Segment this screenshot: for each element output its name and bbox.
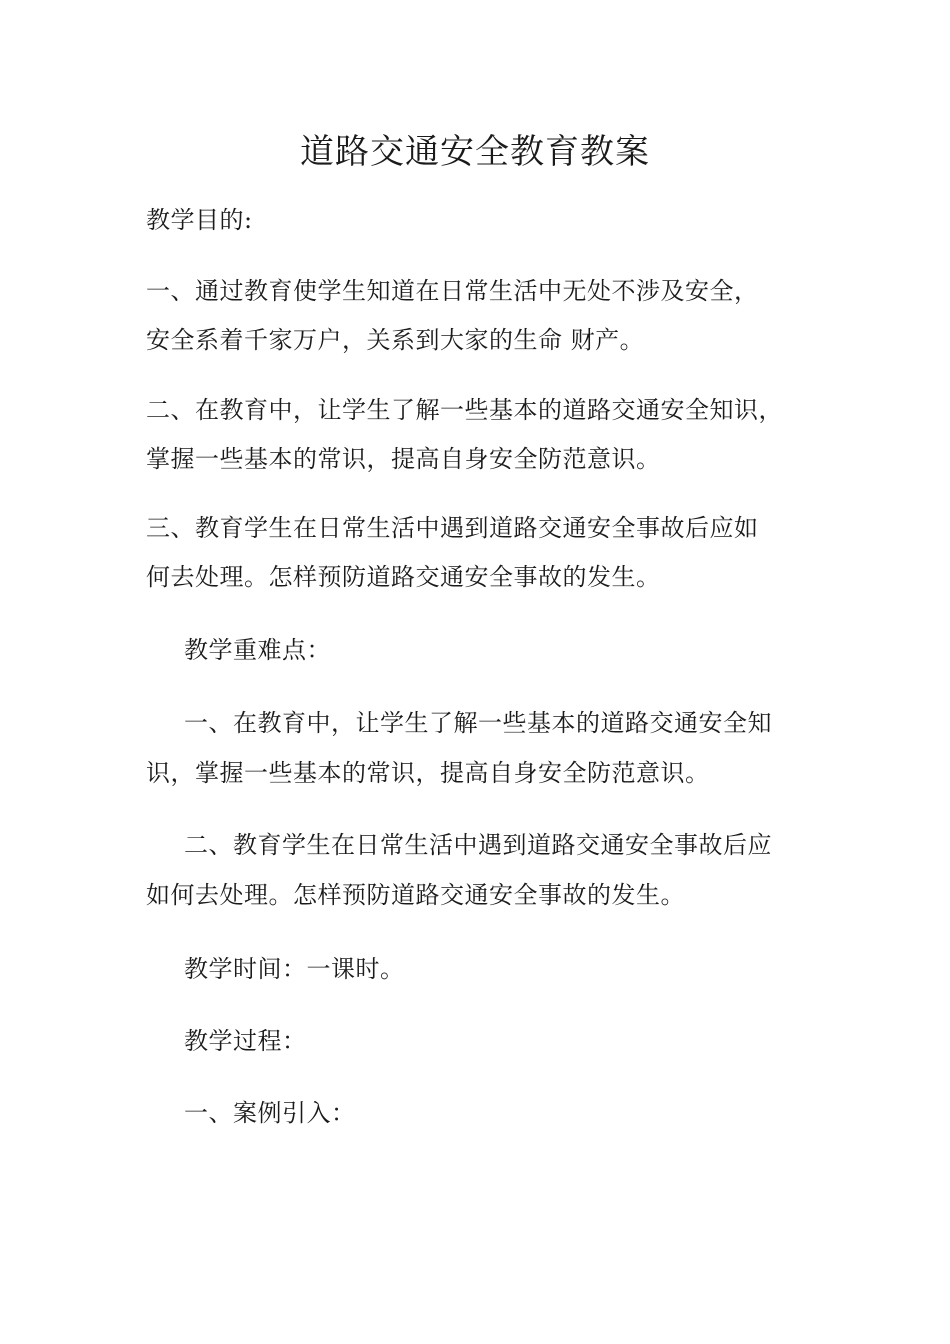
key-point-1-line-1: 一、在教育中，让学生了解一些基本的道路交通安全知 <box>184 709 772 737</box>
objective-1-line-2: 安全系着千家万户，关系到大家的生命 财产。 <box>146 326 645 354</box>
heading-teaching-process: 教学过程： <box>184 1027 307 1055</box>
process-step-1: 一、案例引入： <box>184 1099 356 1127</box>
key-point-2-line-1: 二、教育学生在日常生活中遇到道路交通安全事故后应 <box>184 831 772 859</box>
heading-teaching-objectives: 教学目的: <box>146 206 253 234</box>
objective-1-line-1: 一、通过教育使学生知道在日常生活中无处不涉及安全， <box>146 277 759 305</box>
objective-3-line-1: 三、教育学生在日常生活中遇到道路交通安全事故后应如 <box>146 514 759 542</box>
objective-3-line-2: 何去处理。怎样预防道路交通安全事故的发生。 <box>146 563 661 591</box>
objective-2-line-1: 二、在教育中，让学生了解一些基本的道路交通安全知识， <box>146 396 783 424</box>
key-point-1-line-2: 识，掌握一些基本的常识，提高自身安全防范意识。 <box>146 759 710 787</box>
heading-key-points: 教学重难点： <box>184 636 331 664</box>
document-title: 道路交通安全教育教案 <box>300 132 650 172</box>
objective-2-line-2: 掌握一些基本的常识，提高自身安全防范意识。 <box>146 445 661 473</box>
teaching-time: 教学时间：一课时。 <box>184 955 405 983</box>
key-point-2-line-2: 如何去处理。怎样预防道路交通安全事故的发生。 <box>146 881 685 909</box>
